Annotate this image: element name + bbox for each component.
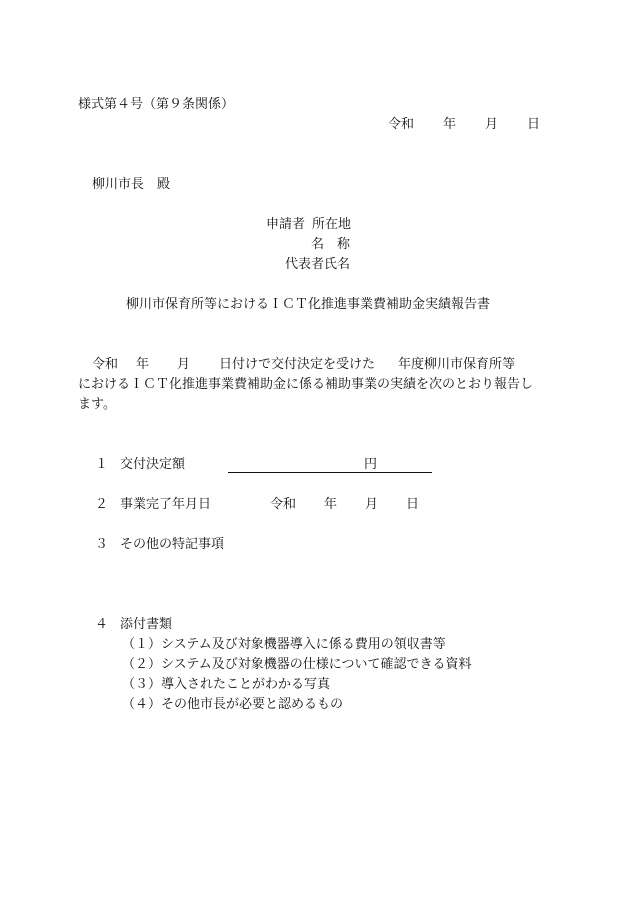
addressee: 柳川市長 殿	[92, 177, 171, 192]
document-title: 柳川市保育所等におけるＩＣＴ化推進事業費補助金実績報告書	[126, 297, 491, 312]
item-1-number: １	[95, 457, 109, 472]
item-4-label: 添付書類	[120, 617, 173, 632]
applicant-representative: 代表者氏名	[285, 257, 351, 272]
amount-unit: 円	[364, 457, 378, 472]
body-line-2: におけるＩＣＴ化推進事業費補助金に係る補助事業の実績を次のとおり報告し	[78, 377, 534, 392]
item-4-number: ４	[95, 617, 109, 632]
date-year: 年	[443, 117, 457, 132]
item-2-day: 日	[406, 497, 420, 512]
item-2-year: 年	[324, 497, 338, 512]
body-decision-text: 日付けで交付決定を受けた	[219, 357, 376, 372]
date-day: 日	[527, 117, 541, 132]
date-month: 月	[485, 117, 499, 132]
body-line-3: ます。	[78, 397, 116, 412]
item-3-number: ３	[95, 537, 109, 552]
item-2-month: 月	[365, 497, 379, 512]
attachment-2: （２）システム及び対象機器の仕様について確認できる資料	[122, 657, 472, 672]
form-number: 様式第４号（第９条関係）	[78, 97, 235, 112]
body-year: 年	[136, 357, 150, 372]
item-2-label: 事業完了年月日	[120, 497, 212, 512]
applicant-address: 所在地	[312, 217, 352, 232]
item-2-number: ２	[95, 497, 109, 512]
applicant-name: 名 称	[311, 237, 351, 252]
item-2-era: 令和	[270, 497, 297, 512]
body-era: 令和	[92, 357, 119, 372]
body-month: 月	[177, 357, 191, 372]
attachment-3: （３）導入されたことがわかる写真	[122, 677, 331, 692]
body-fiscal-year-text: 年度柳川市保育所等	[398, 357, 516, 372]
amount-underline	[228, 472, 432, 473]
item-1-label: 交付決定額	[120, 457, 186, 472]
item-3-label: その他の特記事項	[120, 537, 225, 552]
date-era: 令和	[388, 117, 415, 132]
attachment-1: （１）システム及び対象機器導入に係る費用の領収書等	[122, 637, 446, 652]
applicant-label: 申請者	[266, 217, 306, 232]
attachment-4: （４）その他市長が必要と認めるもの	[122, 697, 344, 712]
